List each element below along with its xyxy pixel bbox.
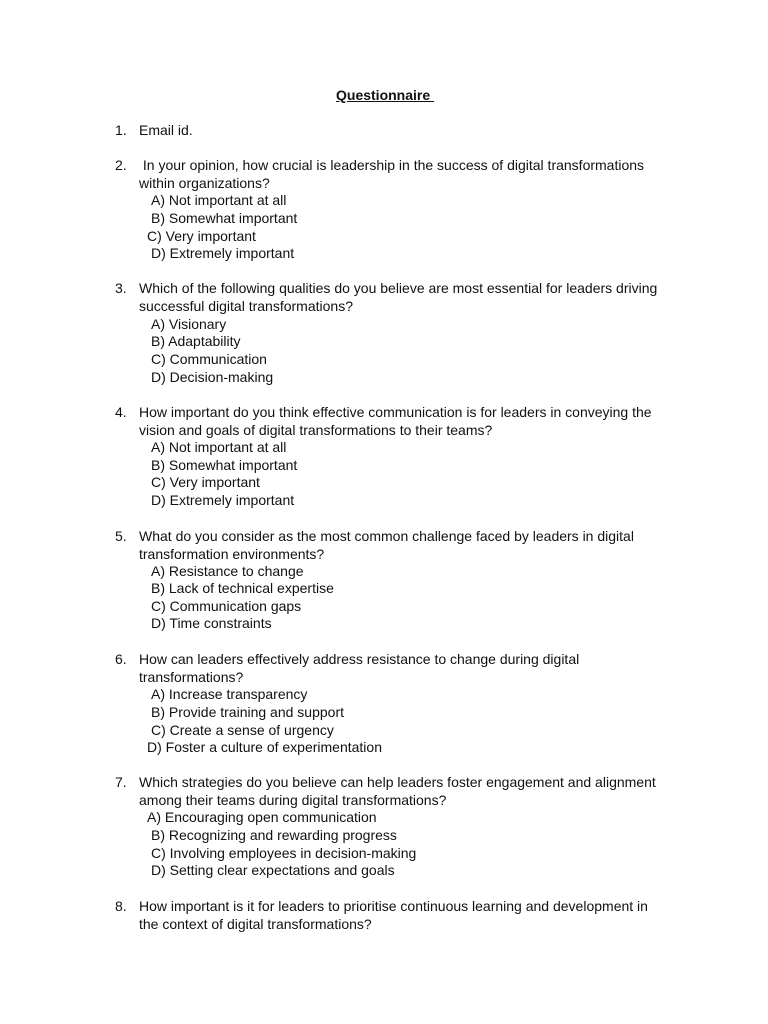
option-d: D) Setting clear expectations and goals (151, 862, 395, 878)
question-number: 5. (115, 528, 127, 544)
option-c: C) Create a sense of urgency (151, 722, 334, 738)
option-d: D) Extremely important (151, 492, 295, 508)
question-text: What do you consider as the most common challenge faced by leaders in digital (139, 528, 634, 544)
option-b: B) Recognizing and rewarding progress (151, 827, 397, 843)
question-number: 1. (115, 122, 127, 138)
question-number: 3. (115, 280, 127, 296)
option-c: C) Very important (151, 474, 260, 490)
page-title: Questionnaire (336, 87, 435, 103)
option-c: C) Communication (151, 351, 267, 367)
question-number: 6. (115, 651, 127, 667)
option-b: B) Adaptability (151, 333, 241, 349)
option-a: A) Not important at all (151, 439, 287, 455)
question-number: 2. (115, 157, 127, 173)
question-text-cont: successful digital transformations? (139, 297, 353, 314)
option-b: B) Provide training and support (151, 704, 344, 720)
option-a: A) Not important at all (151, 192, 287, 208)
option-a: A) Visionary (151, 316, 227, 332)
question-text-cont: transformations? (139, 668, 244, 685)
question-text-cont: within organizations? (139, 174, 270, 191)
question-text-cont: the context of digital transformations? (139, 915, 372, 932)
option-d: D) Extremely important (151, 245, 295, 261)
question-text: Which strategies do you believe can help leaders foster engagement and alignment (139, 774, 656, 790)
option-b: B) Somewhat important (151, 457, 298, 473)
option-d: D) Foster a culture of experimentation (147, 739, 382, 755)
question-text-cont: vision and goals of digital transformations to their teams? (139, 421, 493, 438)
option-c: C) Involving employees in decision-making (151, 845, 417, 861)
option-a: A) Increase transparency (151, 686, 308, 702)
option-b: B) Somewhat important (151, 210, 298, 226)
question-text-cont: among their teams during digital transformations? (139, 791, 447, 808)
question-text: How important is it for leaders to prioritise continuous learning and development in (139, 898, 648, 914)
question-number: 7. (115, 774, 127, 790)
option-d: D) Decision-making (151, 369, 274, 385)
option-d: D) Time constraints (151, 615, 272, 631)
question-number: 8. (115, 898, 127, 914)
question-text-cont: transformation environments? (139, 545, 325, 562)
question-number: 4. (115, 404, 127, 420)
option-c: C) Very important (147, 228, 256, 244)
option-a: A) Encouraging open communication (147, 809, 377, 825)
question-text: In your opinion, how crucial is leadership in the success of digital transformations (139, 157, 645, 173)
question-text: How important do you think effective communication is for leaders in conveying the (139, 404, 652, 420)
option-b: B) Lack of technical expertise (151, 580, 334, 596)
question-text: How can leaders effectively address resistance to change during digital (139, 651, 580, 667)
question-text: Which of the following qualities do you believe are most essential for leaders driving (139, 280, 658, 296)
option-c: C) Communication gaps (151, 598, 302, 614)
option-a: A) Resistance to change (151, 563, 304, 579)
question-text: Email id. (139, 122, 193, 138)
